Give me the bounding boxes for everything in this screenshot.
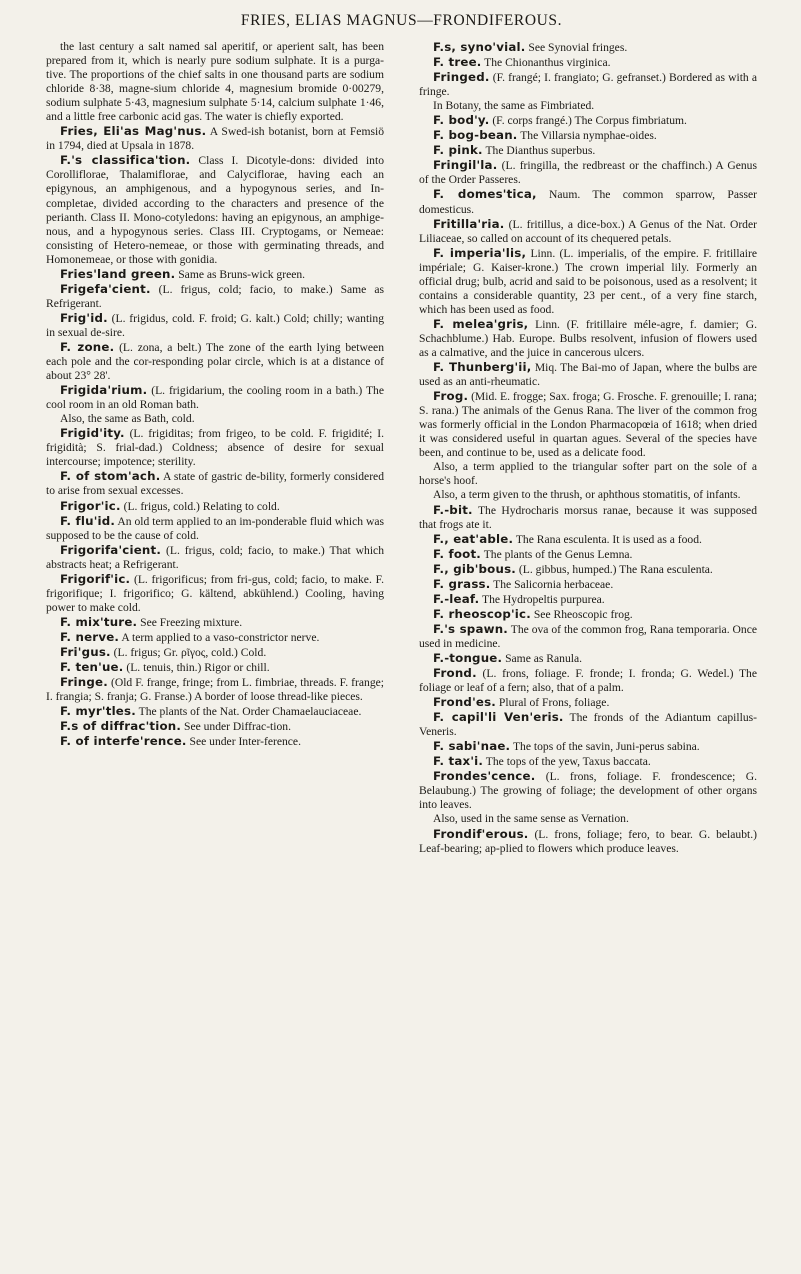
entry-headword: Fri'gus. (60, 644, 111, 659)
entry-definition: (F. corps frangé.) The Corpus fimbriatum. (492, 114, 687, 128)
entry-headword: F., gib'bous. (433, 561, 516, 576)
entry-definition: (L. frigidarium, the cooling room in a bath.) The cool room in an old Roman bath. (46, 384, 385, 412)
entry-headword: F. mix'ture. (60, 614, 138, 629)
dictionary-entry (419, 739, 757, 754)
dictionary-entry (419, 40, 757, 55)
dictionary-entry (419, 710, 757, 739)
entry-definition: (L. frons, foliage. F. fronde; I. fronda; G. Wedel.) The foliage or leaf of a fern; also, that of a palm. (419, 667, 757, 695)
entry-definition: (L. frigorificus; from fri-gus, cold; facio, to make. F. frigorifique; I. frigorifico; G. kältend, abkühlend.) Cooling, having power to make cold. (46, 572, 384, 614)
dictionary-entry (419, 488, 757, 502)
dictionary-entry (419, 754, 757, 769)
dictionary-entry (46, 412, 384, 426)
entry-definition: Same as Bruns-wick green. (178, 267, 306, 281)
entry-definition: The tops of the yew, Taxus baccata. (485, 755, 651, 769)
entry-headword: Fringed. (433, 70, 490, 85)
entry-definition: The Dianthus superbus. (485, 144, 596, 158)
dictionary-entry (419, 113, 757, 128)
entry-definition: the last century a salt named sal aperitif, or aperient salt, has been prepared from it, which is nearly pure sodium sulphate. It is a purga-tive. The proportions of the chief salts in one thousand parts are sodium chloride 8·38, magne-sium chloride 4, magnesium bromide 0·00279, sodium sulphate 5·43, magnesium sulphate 5·14, calcium sulphate 1·46, and a little free carbonic acid gas. The water is chiefly exported. (46, 40, 384, 124)
entry-headword: F. of interfe'rence. (60, 734, 187, 749)
dictionary-entry (419, 577, 757, 592)
dictionary-entry (46, 124, 384, 153)
dictionary-entry (419, 592, 757, 607)
dictionary-entry (46, 645, 384, 660)
entry-headword: Frond'es. (433, 695, 496, 710)
entry-headword: F. grass. (433, 576, 491, 591)
entry-definition: The plants of the Nat. Order Chamaelauciaceae. (138, 705, 362, 719)
entry-definition: (L. frons, foliage; fero, to bear. G. belaubt.) Leaf-bearing; ap-plied to flowers which produce leaves. (419, 827, 757, 855)
entry-definition: Also, the same as Bath, cold. (60, 412, 195, 426)
entry-definition: Also, used in the same sense as Vernation. (433, 812, 629, 826)
entry-headword: Frigorif'ic. (60, 571, 131, 586)
dictionary-entry (46, 153, 384, 266)
dictionary-entry (419, 769, 757, 812)
entry-headword: F.-tongue. (433, 650, 503, 665)
dictionary-entry (46, 675, 384, 704)
entry-definition: (L. zona, a belt.) The zone of the earth lying between each pole and the cor-responding polar circle, which is at a distance of about 23° 28'. (46, 340, 384, 383)
entry-headword: F. sabi'nae. (433, 739, 511, 754)
entry-definition: (L. frigiditas; from frigeo, to be cold. F. frigidité; I. frigidità; S. frial-dad.) Coldness; absence of desire for sexual intercourse; impotence; sterility. (46, 427, 384, 469)
entry-definition: The plants of the Genus Lemna. (483, 547, 633, 561)
entry-definition: A term applied to a vaso-constrictor nerve. (121, 630, 320, 644)
entry-definition: Same as Ranula. (505, 651, 583, 665)
entry-headword: F. bod'y. (433, 113, 490, 128)
dictionary-entry (419, 562, 757, 577)
dictionary-entry (46, 469, 384, 498)
entry-definition: Plural of Frons, foliage. (498, 696, 610, 710)
entry-definition: The Hydrocharis morsus ranae, because it was supposed that frogs ate it. (419, 503, 757, 531)
entry-definition: Naum. The common sparrow, Passer domesticus. (419, 188, 757, 216)
dictionary-entry (419, 187, 757, 216)
entry-definition: (L. tenuis, thin.) Rigor or chill. (126, 661, 270, 675)
dictionary-entry (46, 615, 384, 630)
dictionary-entry (46, 514, 384, 543)
entry-definition: See Freezing mixture. (140, 615, 243, 629)
entry-headword: Frigida'rium. (60, 383, 148, 398)
entry-definition: (L. frigidus, cold. F. froid; G. kalt.) Cold; chilly; wanting in sexual de-sire. (46, 311, 384, 339)
dictionary-entry (419, 158, 757, 187)
dictionary-entry (46, 734, 384, 749)
entry-headword: F. foot. (433, 546, 481, 561)
dictionary-entry (419, 827, 757, 856)
entry-headword: Fringe. (60, 675, 108, 690)
entry-definition: The fronds of the Adiantum capillus-Veneris. (419, 711, 757, 739)
dictionary-entry (46, 543, 384, 572)
entry-headword: F. of stom'ach. (60, 469, 161, 484)
dictionary-entry (46, 572, 384, 615)
entry-headword: F. rheoscop'ic. (433, 606, 531, 621)
dictionary-entry (419, 128, 757, 143)
entry-headword: Frigefa'cient. (60, 281, 151, 296)
dictionary-entry (46, 340, 384, 383)
entry-definition: The Salicornia herbaceae. (493, 577, 614, 591)
entry-headword: F. tree. (433, 55, 482, 70)
dictionary-entry (419, 503, 757, 532)
dictionary-entry (419, 99, 757, 113)
dictionary-entry (46, 40, 384, 124)
entry-definition: (L. fritillus, a dice-box.) A Genus of the Nat. Order Liliaceae, so called on account of its chequered petals. (419, 217, 757, 245)
dictionary-entry (419, 532, 757, 547)
entry-headword: F. flu'id. (60, 513, 116, 528)
entry-headword: F. imperia'lis, (433, 245, 527, 260)
dictionary-entry (419, 695, 757, 710)
entry-definition: (Mid. E. frogge; Sax. froga; G. Frosche. F. grenouille; I. rana; S. rana.) The animals of the Genus Rana. The liver of the common frog was formerly official in the London Pharmacopœia of 1618; when dried it was considered useful in quartan agues. Several of the species have been, and continue to be, used as a delicate food. (419, 390, 758, 460)
dictionary-entry (46, 311, 384, 340)
entry-headword: F.s of diffrac'tion. (60, 719, 182, 734)
dictionary-entry (419, 389, 757, 460)
dictionary-entry (46, 630, 384, 645)
entry-definition: See Synovial fringes. (528, 41, 628, 54)
entry-definition: The Chionanthus virginica. (484, 56, 611, 70)
entry-definition: (L. frigus, cold.) Relating to cold. (123, 499, 280, 513)
entry-headword: Frigid'ity. (60, 426, 125, 441)
entry-definition: Linn. (L. imperialis, of the empire. F. fritillaire impériale; G. Kaiser-krone.) The crown imperial lily. Formerly an official drug; bulb, acrid and said to be poisonous, used as a resolvent; it contains a considerable quantity, 23 per cent., of a very fine starch, which has been used as food. (419, 246, 757, 316)
entry-definition: (L. fringilla, the redbreast or the chaffinch.) A Genus of the Order Passeres. (419, 159, 757, 187)
dictionary-entry (419, 360, 757, 389)
entry-definition: (F. frangé; I. frangiato; G. gefranset.) Bordered as with a fringe. (419, 71, 757, 99)
columns (46, 40, 757, 856)
entry-definition: Also, a term given to the thrush, or aphthous stomatitis, of infants. (433, 488, 741, 502)
entry-headword: F. ten'ue. (60, 660, 124, 675)
dictionary-entry (419, 607, 757, 622)
entry-headword: F. tax'i. (433, 754, 484, 769)
entry-headword: F. zone. (60, 339, 115, 354)
entry-definition: An old term applied to an im-ponderable fluid which was supposed to be the cause of cold. (46, 514, 384, 542)
entry-definition: (L. frigus, cold; facio, to make.) That which abstracts heat; a Refrigerant. (46, 543, 384, 571)
dictionary-entry (46, 267, 384, 282)
entry-headword: F. domes'tica, (433, 187, 537, 202)
entry-headword: Fringil'la. (433, 158, 498, 173)
dictionary-entry (46, 704, 384, 719)
entry-definition: Also, a term applied to the triangular softer part on the sole of a horse's hoof. (419, 460, 757, 488)
entry-headword: F. myr'tles. (60, 704, 136, 719)
dictionary-entry (419, 812, 757, 826)
entry-headword: F. melea'gris, (433, 316, 529, 331)
entry-headword: Fries, Eli'as Mag'nus. (60, 124, 207, 139)
dictionary-entry (46, 426, 384, 469)
dictionary-entry (419, 246, 757, 317)
dictionary-entry (419, 70, 757, 99)
entry-headword: Fritilla'ria. (433, 216, 505, 231)
entry-headword: F.s, syno'vial. (433, 40, 526, 54)
entry-definition: (L. frigus, cold; facio, to make.) Same as Refrigerant. (46, 282, 384, 310)
entry-headword: F. bog-bean. (433, 128, 518, 143)
entry-definition: (L. frigus; Gr. ρῖγος, cold.) Cold. (113, 645, 267, 659)
entry-definition: (L. gibbus, humped.) The Rana esculenta. (518, 562, 713, 576)
entry-definition: Miq. The Bai-mo of Japan, where the bulbs are used as an anti-rheumatic. (419, 361, 758, 389)
running-head: FRIES, ELIAS MAGNUS—FRONDIFEROUS. (240, 12, 563, 29)
entry-headword: Frondes'cence. (433, 769, 536, 784)
entry-definition: The tops of the savin, Juni-perus sabina. (512, 740, 700, 754)
dictionary-entry (419, 666, 757, 695)
entry-definition: See under Inter-ference. (189, 735, 301, 749)
entry-definition: In Botany, the same as Fimbriated. (433, 99, 595, 113)
entry-definition: A Swed-ish botanist, born at Femsiö in 1794, died at Upsala in 1878. (46, 125, 384, 153)
entry-headword: Frondif'erous. (433, 826, 529, 841)
entry-definition: The Villarsia nymphae-oides. (520, 129, 657, 143)
entry-headword: F.-bit. (433, 502, 473, 517)
right-column (419, 40, 757, 856)
entry-headword: Frigor'ic. (60, 498, 121, 513)
dictionary-entry (419, 460, 757, 488)
dictionary-entry (46, 383, 384, 412)
dictionary-entry (419, 547, 757, 562)
entry-definition: See Rheoscopic frog. (533, 607, 633, 621)
entry-definition: A state of gastric de-bility, formerly considered to arise from sexual excesses. (46, 470, 384, 498)
dictionary-entry (46, 660, 384, 675)
entry-headword: F.-leaf. (433, 591, 480, 606)
entry-headword: F. pink. (433, 143, 483, 158)
entry-headword: Frigorifa'cient. (60, 542, 162, 557)
dictionary-entry (419, 651, 757, 666)
dictionary-entry (419, 622, 757, 651)
entry-definition: (Old F. frange, fringe; from L. fimbriae, threads. F. frange; I. frangia; S. franja; G. Franse.) A border of loose thread-like pieces. (46, 676, 384, 704)
entry-definition: (L. frons, foliage. F. frondescence; G. Belaubung.) The growing of foliage; the development of other organs into leaves. (419, 770, 757, 812)
dictionary-entry (46, 499, 384, 514)
dictionary-entry (419, 143, 757, 158)
left-column (46, 40, 384, 856)
dictionary-entry (46, 719, 384, 734)
entry-headword: Frog. (433, 389, 469, 404)
dictionary-entry (419, 55, 757, 70)
entry-headword: Frig'id. (60, 310, 108, 325)
entry-definition: Linn. (F. fritillaire méle-agre, f. damier; G. Schachblume.) Hab. Europe. Bulbs resolvent, infusion of flowers used as a calmative, and the juice in cancerous ulcers. (419, 317, 757, 359)
entry-headword: Frond. (433, 666, 477, 681)
entry-headword: F. nerve. (60, 629, 120, 644)
entry-definition: Class I. Dicotyle-dons: divided into Corolliflorae, Thalamiflorae, and Calyciflorae, having each an epigynous, an amphigenous, and a hypogynous series, and In-completae, divided according to the characters and presence of the perianth. Class II. Mono-cotyledons: having an epigynous, an amphige-nous, and a hypogynous series. Class III. Cryptogams, or Nemeae: consisting of Hetero-nemeae, or those with germinating threads, and Homonemeae, or those with gonidia. (46, 154, 384, 266)
entry-headword: F.'s spawn. (433, 621, 508, 636)
entry-headword: F.'s classifica'tion. (60, 153, 191, 168)
entry-headword: F. Thunberg'ii, (433, 360, 532, 375)
entry-headword: Fries'land green. (60, 266, 176, 281)
entry-definition: See under Diffrac-tion. (184, 720, 291, 734)
dictionary-entry (419, 217, 757, 246)
entry-definition: The ova of the common frog, Rana temporaria. Once used in medicine. (419, 622, 757, 650)
entry-headword: F. capil'li Ven'eris. (433, 710, 564, 725)
dictionary-entry (419, 317, 757, 360)
entry-headword: F., eat'able. (433, 531, 514, 546)
entry-definition: The Rana esculenta. It is used as a food. (515, 532, 702, 546)
dictionary-entry (46, 282, 384, 311)
entry-definition: The Hydropeltis purpurea. (481, 592, 605, 606)
